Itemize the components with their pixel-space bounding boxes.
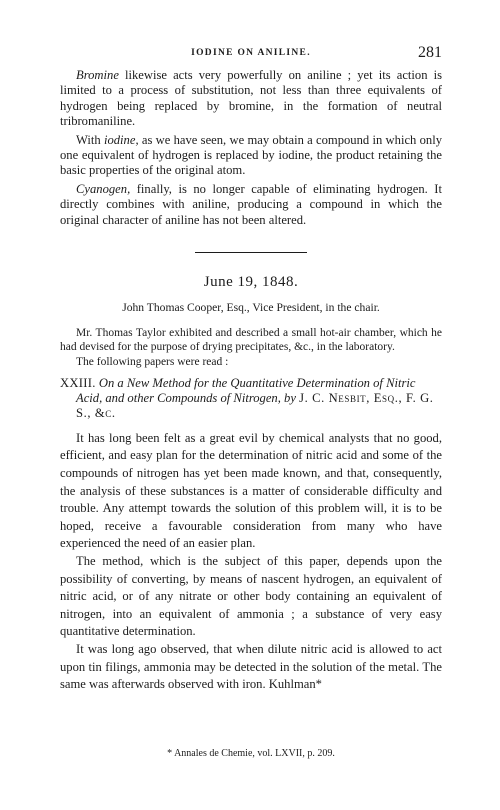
iodine-lead: With <box>76 132 104 147</box>
exhibit-paragraph: Mr. Thomas Taylor exhibited and described a small hot-air chamber, which he had devised for the purpose of drying precipitates, &c., in the laboratory. <box>60 326 442 354</box>
page-body <box>60 68 442 694</box>
bromine-paragraph <box>60 68 442 130</box>
bromine-text: likewise acts very powerfully on aniline ; yet its action is limited to a process of substitution, not less than three equivalents of hydrogen being replaced by bromine, in the formation of neutral tribromaniline. <box>60 68 442 129</box>
chair-line: John Thomas Cooper, Esq., Vice President, in the chair. <box>122 301 380 315</box>
cyanogen-paragraph <box>60 182 442 228</box>
meeting-date: June 19, 1848. <box>203 274 299 291</box>
page-number: 281 <box>418 44 442 61</box>
iodine-paragraph <box>60 133 442 179</box>
papers-read-line: The following papers were read : <box>76 356 229 369</box>
footnote: * Annales de Chemie, vol. LXVII, p. 209. <box>167 748 335 759</box>
bromine-term: Bromine <box>76 68 119 82</box>
running-title: IODINE ON ANILINE. <box>191 48 311 58</box>
paper-title-text: On a New Method for the Quantitative Determination of Nitric Acid, and other Compounds of Nitrogen, by <box>76 375 416 406</box>
body-paragraph-2: The method, which is the subject of this paper, depends upon the possibility of converting, by means of nascent hydrogen, an equivalent of nitric acid, or of any nitrate or other body containing an equivalent of nitrogen, into an equivalent of ammonia ; a substance of very easy quantitative determination. <box>60 554 442 639</box>
section-divider <box>195 252 307 253</box>
body-paragraph-1: It has long been felt as a great evil by chemical analysts that no good, efficient, and easy plan for the determination of nitric acid and some of the compounds of nitrogen has yet been made known, and that, consequently, the analysis of these substances is a matter of considerable difficulty and trouble. Any attempt towards the solution of this problem will, it is to be hoped, receive a favourable consideration from many who have experienced the need of an easier plan. <box>60 430 442 551</box>
cyanogen-term: Cyanogen, <box>76 181 131 196</box>
iodine-term: iodine, <box>103 132 139 147</box>
body-paragraph-3: It was long ago observed, that when dilute nitric acid is allowed to act upon tin filings, ammonia may be detected in the solution of the metal. The same was afterwards observed with iron. Kuhlman* <box>60 642 442 692</box>
paper-title <box>60 376 442 422</box>
paper-author: J. C. Nesbit, Esq., F. G. S., &c. <box>76 391 434 421</box>
paper-body <box>60 430 442 694</box>
cyanogen-text: finally, is no longer capable of eliminating hydrogen. It directly combines with aniline, producing a compound in which the original character of aniline has not been altered. <box>60 181 442 227</box>
iodine-text: as we have seen, we may obtain a compound in which only one equivalent of hydrogen is replaced by iodine, the product retaining the basic properties of the original atom. <box>60 132 443 178</box>
page-header <box>60 44 442 66</box>
paper-number: XXIII. <box>60 375 96 390</box>
